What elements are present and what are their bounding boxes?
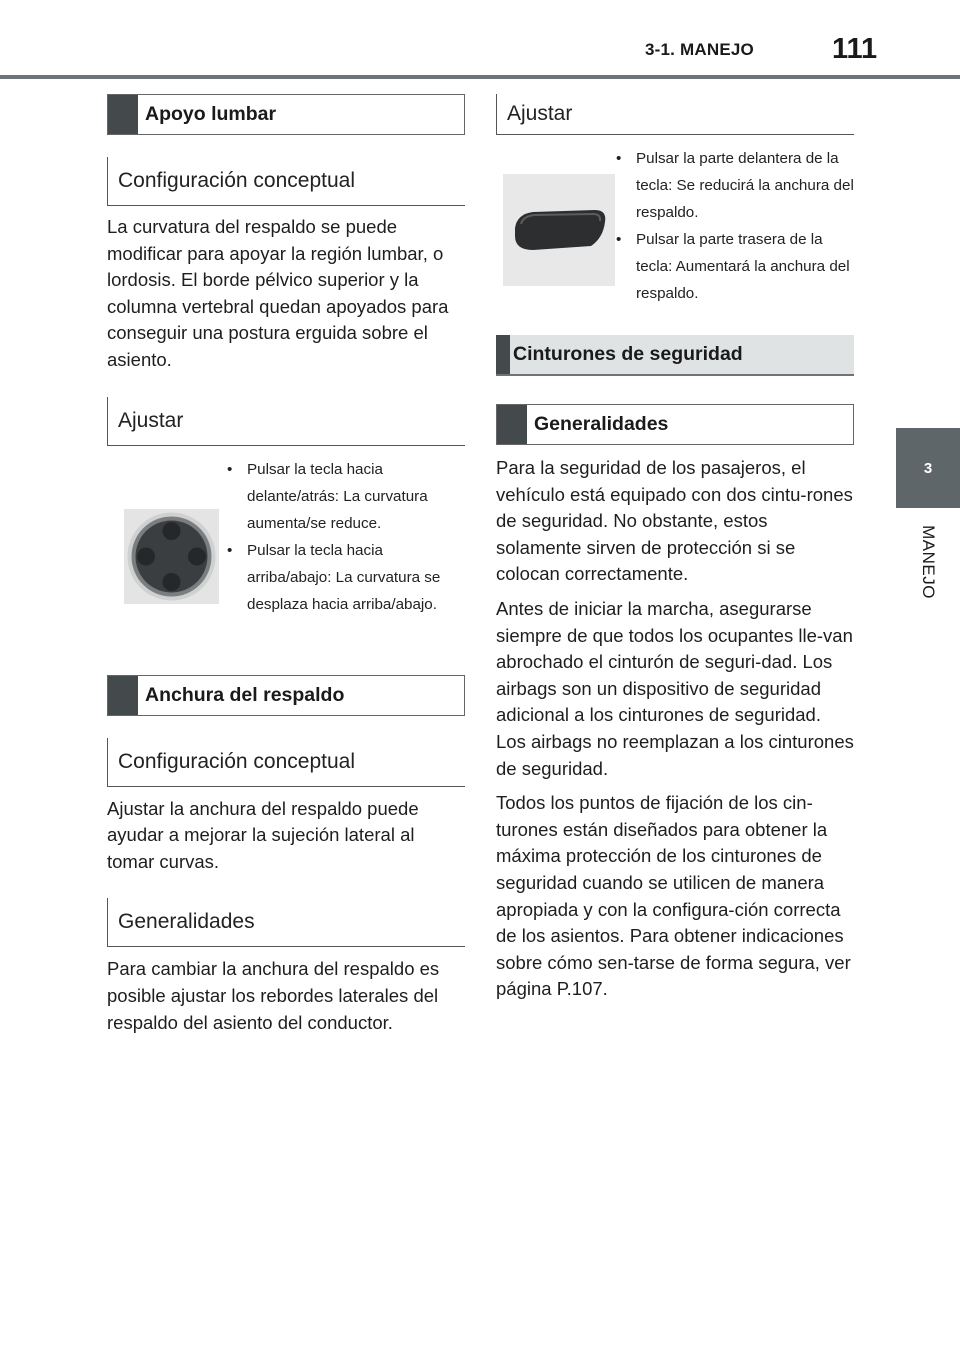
list-item: • Pulsar la tecla hacia delante/atrás: La curvatura aumenta/se reduce. xyxy=(221,456,465,537)
lumbar-switch-icon xyxy=(124,509,219,604)
title-bar xyxy=(108,95,138,134)
left-column xyxy=(107,94,465,1036)
list-item: • Pulsar la tecla hacia arriba/abajo: La curvatura se desplaza hacia arriba/abajo. xyxy=(221,537,465,618)
lumbar-bullets xyxy=(221,456,465,618)
chapter-number: 3 xyxy=(923,459,933,477)
anchura-respaldo-title: Anchura del respaldo xyxy=(107,675,465,716)
list-item: • Pulsar la parte trasera de la tecla: Aumentará la anchura del respaldo. xyxy=(610,226,854,307)
title-bar xyxy=(108,676,138,715)
config-heading: Configuración conceptual xyxy=(107,157,465,206)
width-bullets xyxy=(610,145,854,307)
config2-heading: Configuración conceptual xyxy=(107,738,465,787)
section-label: 3-1. MANEJO xyxy=(645,40,754,59)
width-switch-photo xyxy=(503,174,615,286)
lumbar-switch-photo xyxy=(124,509,219,604)
apoyo-lumbar-title: Apoyo lumbar xyxy=(107,94,465,135)
page-number: 111 xyxy=(832,33,878,65)
width-switch-icon xyxy=(503,174,615,286)
cinturones-para-1: Para la seguridad de los pasajeros, el vehículo está equipado con dos cintu-rones de seguridad. No obstante, estos solamente sirven de protección si se colocan correctamente. xyxy=(496,457,853,585)
cinturones-para-2: Antes de iniciar la marcha, asegurarse siempre de que todos los ocupantes lle-van abrochado el cinturón de seguri-dad. Los airbags son un dispositivo de seguridad adicional a los cinturones de seguridad. Los airbags no reemplazan a los cinturones de seguridad. xyxy=(496,597,854,779)
width-figure xyxy=(496,135,854,335)
ajustar-heading: Ajustar xyxy=(107,397,465,446)
ajustar-width-heading: Ajustar xyxy=(496,94,854,135)
chapter-tab xyxy=(896,428,960,508)
title-bar xyxy=(497,405,527,444)
list-item: • Pulsar la parte delantera de la tecla: Se reducirá la anchura del respaldo. xyxy=(610,145,854,226)
config-paragraph: La curvatura del respaldo se puede modificar para apoyar la región lumbar, o lordosis. El borde pélvico superior y la columna vertebral quedan apoyados para conseguir una postura erguida sobre el asiento. xyxy=(107,216,449,370)
header-rule xyxy=(0,75,960,79)
generalidades-title: Generalidades xyxy=(496,404,854,445)
right-column xyxy=(496,94,854,1003)
chapter-label: MANEJO xyxy=(919,525,938,599)
cinturones-title: Cinturones de seguridad xyxy=(496,335,854,376)
config2-paragraph: Ajustar la anchura del respaldo puede ayudar a mejorar la sujeción lateral al tomar curvas. xyxy=(107,797,419,872)
cinturones-para-3: Todos los puntos de fijación de los cin-turones están diseñados para obtener la máxima protección de los cinturones de seguridad cuando se utilicen de manera apropiada y con la configura-ción correcta de los asientos. Para obtener indicaciones sobre cómo sen-tarse de forma segura, ver página P.107. xyxy=(496,792,851,1000)
generalidades-heading: Generalidades xyxy=(107,898,465,947)
generalidades-paragraph: Para cambiar la anchura del respaldo es posible ajustar los rebordes laterales del respaldo del asiento del conductor. xyxy=(107,958,440,1033)
title-bar xyxy=(496,335,510,374)
lumbar-figure xyxy=(107,446,465,662)
